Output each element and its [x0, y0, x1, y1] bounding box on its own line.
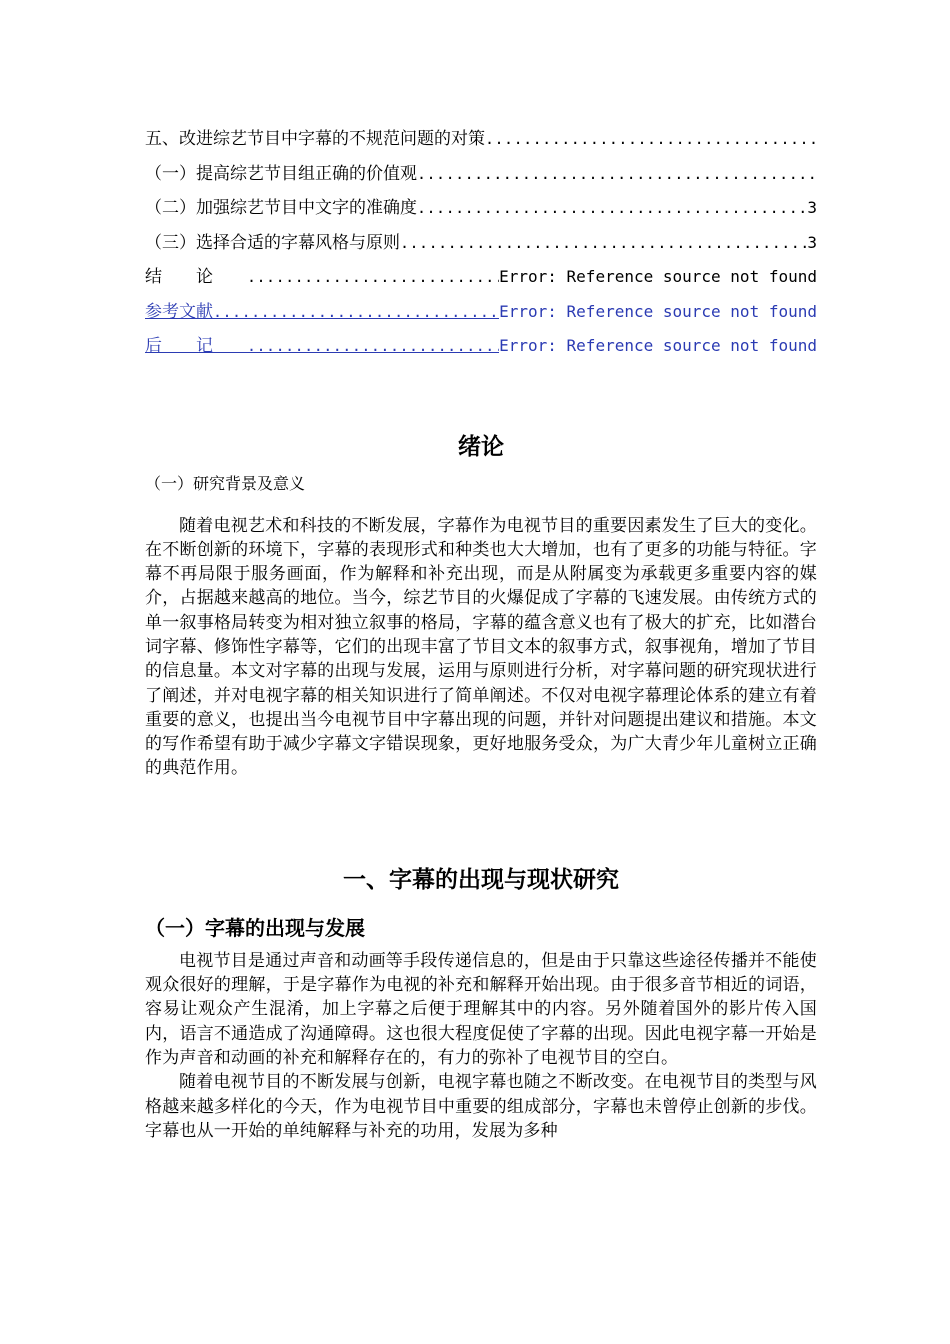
toc-entry-page: 3 [807, 232, 817, 252]
toc-entry-page: 3 [807, 198, 817, 217]
intro-paragraph: 随着电视艺术和科技的不断发展，字幕作为电视节目的重要因素发生了巨大的变化。在不断创新的环境下，字幕的表现形式和种类也大大增加，也有了更多的功能与特征。字幕不再局限于服务画面，作为解释和补充出现，而是从附属变为承载更多重要内容的媒介，占据越来越高的地位。当今，综艺节目的火爆促成了字幕的飞速发展。由传统方式的单一叙事格局转变为相对独立叙事的格局，字幕的蕴含意义也有了极大的扩充，比如潜台词字幕、修饰性字幕等，它们的出现丰富了节目文本的叙事方式，叙事视角，增加了节目的信息量。本文对字幕的出现与发展，运用与原则进行分析，对字幕问题的研究现状进行了阐述，并对电视字幕的相关知识进行了简单阐述。不仅对电视字幕理论体系的建立有着重要的意义，也提出当今电视节目中字幕出现的问题，并针对问题提出建议和措施。本文的写作希望有助于减少字幕文字错误现象，更好地服务受众，为广大青少年儿童树立正确的典范作用。 [145, 515, 817, 779]
chapter1-paragraph1: 电视节目是通过声音和动画等手段传递信息的，但是由于只靠这些途径传播并不能使观众很好的理解，于是字幕作为电视的补充和解释开始出现。由于很多音节相近的词语，容易让观众产生混淆，加上字幕之后便于理解其中的内容。另外随着国外的影片传入国内，语言不通造成了沟通障碍。这也很大程度促使了字幕的出现。因此电视字幕一开始是作为声音和动画的补充和解释存在的，有力的弥补了电视节目的空白。 [145, 950, 817, 1068]
toc-entry[interactable] [145, 193, 817, 228]
intro-title: 绪论 [458, 433, 504, 460]
chapter1-section1-title: （一）字幕的出现与发展 [145, 915, 365, 940]
toc-entry-text: （三）选择合适的字幕风格与原则 [145, 232, 400, 253]
toc-entry-page: Error: Reference source not found [499, 267, 817, 286]
toc-entry[interactable] [145, 228, 817, 263]
toc-entry-text: （二）加强综艺节目中文字的准确度 [145, 198, 417, 218]
chapter1-paragraph2: 随着电视节目的不断发展与创新，电视字幕也随之不断改变。在电视节目的类型与风格越来越多样化的今天，作为电视节目中重要的组成部分，字幕也未曾停止创新的步伐。字幕也从一开始的单纯解释与补充的功用，发展为多种 [145, 1072, 817, 1141]
toc-entry[interactable] [145, 124, 817, 159]
toc-link-references[interactable] [145, 297, 817, 332]
toc-entry-page: Error: Reference source not found [499, 336, 817, 355]
toc-entry-text: 五、改进综艺节目中字幕的不规范问题的对策 [145, 129, 485, 149]
toc-leader-dots [485, 130, 817, 148]
toc-leader-dots [400, 234, 807, 252]
chapter1-title: 一、字幕的出现与现状研究 [343, 866, 619, 893]
toc-entry-conclusion[interactable] [145, 262, 817, 297]
toc-entry-text: 参考文献 [145, 301, 213, 322]
table-of-contents [145, 124, 817, 366]
toc-entry-text: 结论 [145, 267, 247, 287]
toc-leader-dots [247, 337, 499, 355]
toc-leader-dots [417, 165, 817, 183]
document-page [145, 124, 817, 1143]
toc-leader-dots [247, 268, 499, 286]
toc-entry-text: （一）提高综艺节目组正确的价值观 [145, 163, 417, 184]
toc-entry-page: Error: Reference source not found [499, 301, 817, 321]
toc-entry[interactable] [145, 159, 817, 194]
intro-subheading: （一）研究背景及意义 [145, 473, 306, 493]
toc-leader-dots [213, 303, 499, 321]
toc-entry-text: 后记 [145, 336, 247, 356]
toc-link-afterword[interactable] [145, 331, 817, 366]
toc-leader-dots [417, 199, 807, 217]
